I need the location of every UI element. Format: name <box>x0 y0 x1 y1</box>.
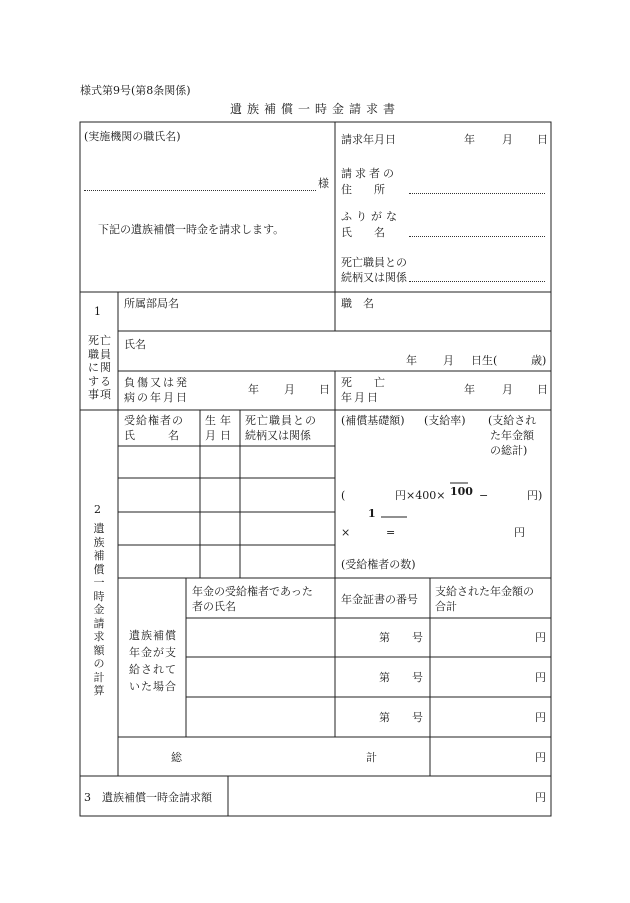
pension-case-label: 遺族補償年金が支給されていた場合 <box>129 629 177 693</box>
calc-equals: = <box>386 526 396 539</box>
cert-dai-3: 第 <box>379 711 390 724</box>
deceased-name-label: 氏名 <box>124 338 146 351</box>
section3-label: 3 遺族補償一時金請求額 <box>84 791 212 804</box>
request-month-unit: 月 <box>502 133 513 146</box>
injury-month-unit: 月 <box>284 383 295 396</box>
calc-times: × <box>341 526 351 539</box>
section3-yen: 円 <box>535 791 546 804</box>
request-year-unit: 年 <box>464 133 475 146</box>
death-month-unit: 月 <box>502 383 513 396</box>
death-year-unit: 年 <box>464 383 475 396</box>
request-sentence: 下記の遺族補償一時金を請求します。 <box>98 223 285 236</box>
calc-hundred: 100 <box>450 485 473 498</box>
calc-open-paren: ( <box>341 489 346 502</box>
pension-col-amount-1: 支給された年金額の <box>435 585 534 598</box>
death-date-label-2: 年月日 <box>341 391 380 404</box>
post-label: 職 名 <box>341 297 374 310</box>
request-date-label: 請求年月日 <box>341 133 396 146</box>
section2-number: 2 <box>94 503 101 516</box>
col-recipient-2: 氏 名 <box>124 429 179 442</box>
pension-col-name-2: 者の氏名 <box>192 600 236 613</box>
relation-line[interactable] <box>409 281 545 282</box>
amount-yen-3: 円 <box>535 711 546 724</box>
claimant-address-label-2: 住 所 <box>341 183 385 196</box>
age-unit: 歳) <box>531 354 547 367</box>
honorific: 様 <box>318 177 329 190</box>
section1-number: 1 <box>94 305 101 318</box>
claimant-name-label: 氏 名 <box>341 226 385 239</box>
injury-date-label-1: 負傷又は発 <box>124 376 189 389</box>
amount-yen-2: 円 <box>535 671 546 684</box>
col-birth-1: 生年 <box>205 414 235 427</box>
calc-total-label-3: の総計) <box>490 444 528 457</box>
death-day-unit: 日 <box>537 383 548 396</box>
calc-base-label: (補償基礎額) <box>341 414 405 427</box>
cert-dai-2: 第 <box>379 671 390 684</box>
claimant-address-line[interactable] <box>409 193 545 194</box>
total-label-1: 総 <box>171 751 182 764</box>
cert-go-3: 号 <box>412 711 423 724</box>
furigana-label: ふりがな <box>341 210 401 223</box>
calc-rate-label: (支給率) <box>424 414 466 427</box>
calc-yen-close: 円) <box>527 489 543 502</box>
col-recipient-1: 受給権者の <box>124 414 184 427</box>
pension-col-cert: 年金証書の番号 <box>341 593 418 606</box>
cert-dai-1: 第 <box>379 631 390 644</box>
cert-go-1: 号 <box>412 631 423 644</box>
calc-expression: 円×400× <box>395 489 446 502</box>
injury-day-unit: 日 <box>319 383 330 396</box>
total-yen: 円 <box>535 751 546 764</box>
section1-label: 死亡職員に関する事項 <box>88 334 112 401</box>
request-day-unit: 日 <box>537 133 548 146</box>
calc-minus: − <box>479 489 489 502</box>
col-relation-2: 続柄又は関係 <box>245 429 311 442</box>
claimant-address-label-1: 請求者の <box>341 167 397 180</box>
calc-total-label-2: た年金額 <box>490 429 534 442</box>
death-date-label-1: 死 亡 <box>341 376 385 389</box>
pension-col-name-1: 年金の受給権者であった <box>192 585 313 598</box>
calc-numerator-one: 1 <box>368 507 376 520</box>
relation-label-2: 続柄又は関係 <box>341 271 407 284</box>
claimant-name-line[interactable] <box>409 236 545 237</box>
col-relation-1: 死亡職員との <box>245 414 317 427</box>
total-label-2: 計 <box>366 751 377 764</box>
birth-month-unit: 月 <box>443 354 454 367</box>
form-number: 様式第9号(第8条関係) <box>80 84 191 97</box>
calc-total-label-1: (支給され <box>488 414 537 427</box>
birth-day-unit: 日生( <box>471 354 498 367</box>
dept-label: 所属部局名 <box>124 297 179 310</box>
form-title: 遺族補償一時金請求書 <box>229 102 400 116</box>
calc-result-yen: 円 <box>514 526 525 539</box>
cert-go-2: 号 <box>412 671 423 684</box>
pension-col-amount-2: 合計 <box>435 600 457 613</box>
col-birth-2: 月日 <box>205 429 235 442</box>
agency-name-line[interactable] <box>84 190 316 191</box>
birth-year-unit: 年 <box>406 354 417 367</box>
calc-count-label: (受給権者の数) <box>341 558 416 571</box>
relation-label-1: 死亡職員との <box>341 256 407 269</box>
injury-date-label-2: 病の年月日 <box>124 391 189 404</box>
amount-yen-1: 円 <box>535 631 546 644</box>
section2-label: 遺族補償一時金請求額の計算 <box>93 522 105 697</box>
injury-year-unit: 年 <box>248 383 259 396</box>
agency-label: (実施機関の職氏名) <box>84 130 181 143</box>
